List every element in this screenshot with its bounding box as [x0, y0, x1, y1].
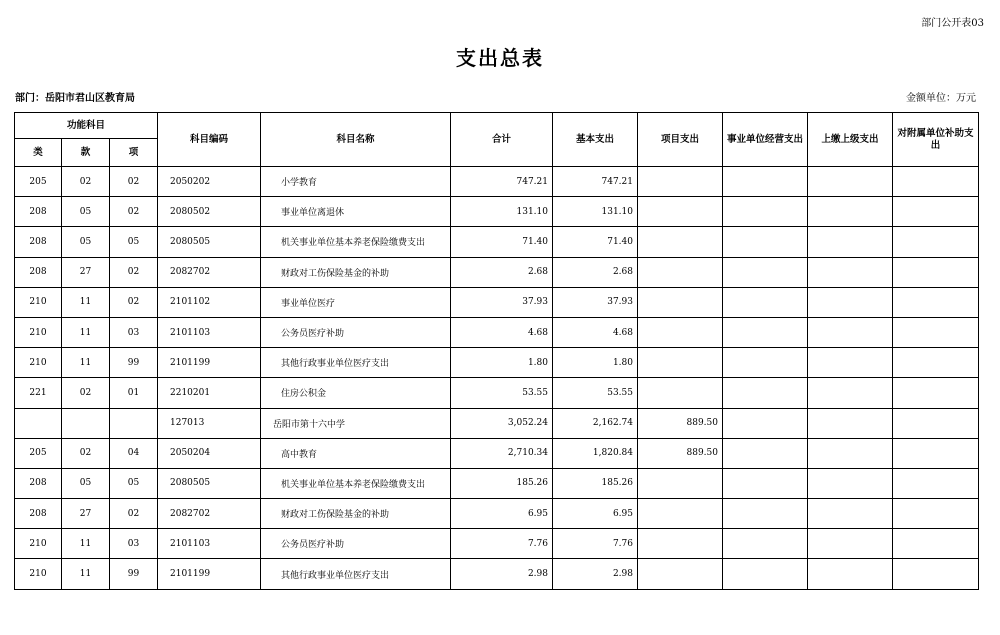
cell-xiang: 02 [110, 197, 158, 227]
cell-subsidy [893, 529, 979, 559]
cell-total: 53.55 [451, 378, 553, 408]
cell-project [638, 317, 723, 347]
cell-upper [808, 408, 893, 438]
cell-xiang [110, 408, 158, 438]
cell-name: 公务员医疗补助 [261, 317, 451, 347]
cell-lei: 221 [15, 378, 62, 408]
cell-name: 事业单位离退休 [261, 197, 451, 227]
cell-upper [808, 227, 893, 257]
cell-basic: 7.76 [553, 529, 638, 559]
cell-lei: 210 [15, 529, 62, 559]
header-business: 事业单位经营支出 [723, 113, 808, 167]
cell-xiang: 05 [110, 227, 158, 257]
cell-basic: 53.55 [553, 378, 638, 408]
cell-upper [808, 257, 893, 287]
cell-xiang: 02 [110, 287, 158, 317]
cell-basic: 6.95 [553, 499, 638, 529]
header-basic: 基本支出 [553, 113, 638, 167]
cell-xiang: 03 [110, 317, 158, 347]
cell-total: 6.95 [451, 499, 553, 529]
cell-lei: 210 [15, 317, 62, 347]
cell-business [723, 468, 808, 498]
header-project: 项目支出 [638, 113, 723, 167]
cell-kuan: 27 [62, 499, 110, 529]
cell-code: 2101199 [158, 348, 261, 378]
cell-total: 3,052.24 [451, 408, 553, 438]
cell-upper [808, 499, 893, 529]
cell-total: 1.80 [451, 348, 553, 378]
cell-kuan: 11 [62, 287, 110, 317]
amount-unit-label: 金额单位：万元 [906, 93, 976, 104]
cell-basic: 4.68 [553, 317, 638, 347]
cell-business [723, 378, 808, 408]
cell-project [638, 529, 723, 559]
cell-subsidy [893, 167, 979, 197]
cell-upper [808, 287, 893, 317]
cell-code: 2082702 [158, 257, 261, 287]
cell-subsidy [893, 408, 979, 438]
table-row [15, 468, 979, 498]
cell-name: 其他行政事业单位医疗支出 [261, 559, 451, 589]
cell-kuan: 27 [62, 257, 110, 287]
cell-kuan [62, 408, 110, 438]
cell-lei: 205 [15, 167, 62, 197]
table-row [15, 499, 979, 529]
cell-upper [808, 167, 893, 197]
cell-code: 2050202 [158, 167, 261, 197]
cell-upper [808, 348, 893, 378]
cell-kuan: 11 [62, 529, 110, 559]
cell-lei: 208 [15, 197, 62, 227]
cell-lei: 210 [15, 559, 62, 589]
table-row [15, 378, 979, 408]
cell-project [638, 559, 723, 589]
cell-project: 889.50 [638, 408, 723, 438]
cell-code: 2080505 [158, 468, 261, 498]
page-title: 支出总表 [456, 46, 544, 70]
cell-project [638, 499, 723, 529]
header-kuan: 款 [62, 139, 110, 167]
cell-basic: 2.98 [553, 559, 638, 589]
table-row [15, 227, 979, 257]
cell-kuan: 05 [62, 197, 110, 227]
cell-code: 2101102 [158, 287, 261, 317]
cell-kuan: 11 [62, 317, 110, 347]
table-body [15, 167, 979, 590]
cell-business [723, 348, 808, 378]
cell-business [723, 559, 808, 589]
cell-business [723, 257, 808, 287]
cell-xiang: 99 [110, 348, 158, 378]
cell-business [723, 167, 808, 197]
cell-business [723, 287, 808, 317]
cell-total: 2,710.34 [451, 438, 553, 468]
cell-kuan: 02 [62, 167, 110, 197]
cell-upper [808, 438, 893, 468]
cell-total: 185.26 [451, 468, 553, 498]
cell-basic: 71.40 [553, 227, 638, 257]
cell-project [638, 197, 723, 227]
cell-total: 747.21 [451, 167, 553, 197]
table-row [15, 167, 979, 197]
cell-project: 889.50 [638, 438, 723, 468]
cell-upper [808, 468, 893, 498]
cell-total: 37.93 [451, 287, 553, 317]
header-xiang: 项 [110, 139, 158, 167]
form-number: 部门公开表03 [921, 18, 984, 29]
cell-name: 机关事业单位基本养老保险缴费支出 [261, 227, 451, 257]
cell-total: 71.40 [451, 227, 553, 257]
cell-lei: 210 [15, 287, 62, 317]
expenditure-table [14, 112, 979, 590]
cell-xiang: 02 [110, 499, 158, 529]
cell-code: 2080502 [158, 197, 261, 227]
cell-subsidy [893, 197, 979, 227]
cell-lei [15, 408, 62, 438]
cell-upper [808, 378, 893, 408]
cell-xiang: 04 [110, 438, 158, 468]
cell-total: 2.68 [451, 257, 553, 287]
cell-basic: 2.68 [553, 257, 638, 287]
cell-subsidy [893, 227, 979, 257]
cell-project [638, 167, 723, 197]
header-lei: 类 [15, 139, 62, 167]
cell-basic: 37.93 [553, 287, 638, 317]
cell-subsidy [893, 257, 979, 287]
cell-xiang: 02 [110, 167, 158, 197]
cell-xiang: 02 [110, 257, 158, 287]
cell-code: 2101199 [158, 559, 261, 589]
cell-project [638, 468, 723, 498]
table-row [15, 529, 979, 559]
cell-basic: 185.26 [553, 468, 638, 498]
cell-upper [808, 529, 893, 559]
cell-subsidy [893, 468, 979, 498]
cell-xiang: 01 [110, 378, 158, 408]
table-row [15, 348, 979, 378]
cell-name: 财政对工伤保险基金的补助 [261, 499, 451, 529]
cell-name: 机关事业单位基本养老保险缴费支出 [261, 468, 451, 498]
table-row [15, 287, 979, 317]
cell-total: 2.98 [451, 559, 553, 589]
header-upper: 上缴上级支出 [808, 113, 893, 167]
table-row [15, 317, 979, 347]
cell-name: 公务员医疗补助 [261, 529, 451, 559]
table-row [15, 257, 979, 287]
cell-business [723, 438, 808, 468]
cell-kuan: 02 [62, 438, 110, 468]
cell-code: 2210201 [158, 378, 261, 408]
cell-xiang: 05 [110, 468, 158, 498]
cell-lei: 205 [15, 438, 62, 468]
cell-code: 2101103 [158, 529, 261, 559]
cell-name: 住房公积金 [261, 378, 451, 408]
cell-kuan: 11 [62, 348, 110, 378]
cell-subsidy [893, 317, 979, 347]
cell-total: 7.76 [451, 529, 553, 559]
cell-business [723, 529, 808, 559]
cell-business [723, 227, 808, 257]
cell-kuan: 11 [62, 559, 110, 589]
cell-total: 131.10 [451, 197, 553, 227]
cell-kuan: 05 [62, 468, 110, 498]
cell-name: 小学教育 [261, 167, 451, 197]
cell-subsidy [893, 559, 979, 589]
cell-code: 127013 [158, 408, 261, 438]
cell-upper [808, 317, 893, 347]
cell-name: 高中教育 [261, 438, 451, 468]
header-total: 合计 [451, 113, 553, 167]
header-func-subject: 功能科目 [15, 113, 158, 139]
cell-lei: 208 [15, 227, 62, 257]
cell-basic: 2,162.74 [553, 408, 638, 438]
table-row [15, 438, 979, 468]
cell-basic: 1.80 [553, 348, 638, 378]
cell-code: 2082702 [158, 499, 261, 529]
cell-xiang: 99 [110, 559, 158, 589]
cell-lei: 208 [15, 499, 62, 529]
header-name: 科目名称 [261, 113, 451, 167]
cell-subsidy [893, 378, 979, 408]
cell-project [638, 257, 723, 287]
department-label: 部门：岳阳市君山区教育局 [15, 93, 135, 104]
cell-name: 事业单位医疗 [261, 287, 451, 317]
cell-xiang: 03 [110, 529, 158, 559]
cell-subsidy [893, 499, 979, 529]
cell-kuan: 05 [62, 227, 110, 257]
cell-name: 财政对工伤保险基金的补助 [261, 257, 451, 287]
cell-kuan: 02 [62, 378, 110, 408]
cell-upper [808, 197, 893, 227]
header-code: 科目编码 [158, 113, 261, 167]
cell-upper [808, 559, 893, 589]
cell-project [638, 287, 723, 317]
cell-code: 2080505 [158, 227, 261, 257]
cell-basic: 131.10 [553, 197, 638, 227]
header-subsidy: 对附属单位补助支出 [893, 113, 979, 167]
table-row [15, 197, 979, 227]
table-row [15, 408, 979, 438]
cell-name: 其他行政事业单位医疗支出 [261, 348, 451, 378]
cell-business [723, 197, 808, 227]
cell-code: 2050204 [158, 438, 261, 468]
cell-lei: 210 [15, 348, 62, 378]
cell-name: 岳阳市第十六中学 [261, 408, 451, 438]
cell-business [723, 317, 808, 347]
cell-total: 4.68 [451, 317, 553, 347]
cell-basic: 1,820.84 [553, 438, 638, 468]
cell-business [723, 408, 808, 438]
cell-project [638, 227, 723, 257]
cell-project [638, 378, 723, 408]
cell-code: 2101103 [158, 317, 261, 347]
cell-business [723, 499, 808, 529]
table-row [15, 559, 979, 589]
cell-subsidy [893, 287, 979, 317]
cell-lei: 208 [15, 257, 62, 287]
cell-subsidy [893, 348, 979, 378]
cell-lei: 208 [15, 468, 62, 498]
cell-project [638, 348, 723, 378]
cell-basic: 747.21 [553, 167, 638, 197]
cell-subsidy [893, 438, 979, 468]
